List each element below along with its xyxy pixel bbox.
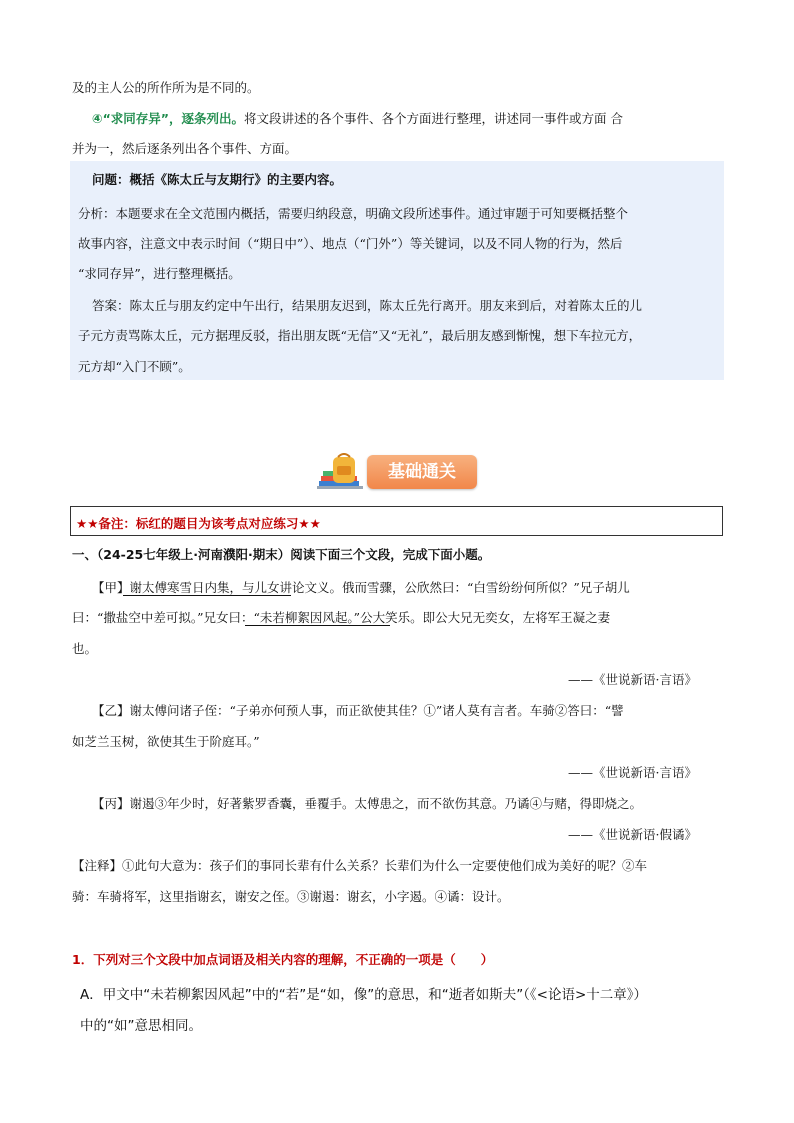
analysis-line-3: “求同存异”，进行整理概括。 — [78, 266, 241, 281]
yi-line-1: 【乙】谢太傅问诸子侄：“子弟亦何预人事，而正欲使其佳？①”诸人莫有言者。车骑②答曰：“譬 — [92, 703, 624, 718]
method-4 — [92, 109, 623, 127]
analysis-line-2: 故事内容，注意文中表示时间（“期日中”）、地点（“门外”）等关键词，以及不同人物的行为，然后 — [78, 236, 623, 251]
answer-line-2: 子元方责骂陈太丘，元方据理反驳，指出朋友既“无信”又“无礼”，最后朋友感到惭愧，想下车拉元方， — [78, 328, 642, 343]
jia-line-3: 也。 — [72, 641, 98, 656]
bing-line: 【丙】谢遏③年少时，好著紫罗香囊，垂覆手。太傅患之，而不欲伤其意。乃谲④与赌，得即烧之。 — [92, 796, 643, 811]
question-1-option-a-1: A．甲文中“未若柳絮因风起”中的“若”是“如，像”的意思，和“逝者如斯夫”（《<论语>十二章》） — [80, 987, 648, 1003]
question-1-option-a-2: 中的“如”意思相同。 — [80, 1018, 202, 1034]
method-4-text-1: 将文段讲述的各个事件、各个方面进行整理，讲述同一事件或方面 合 — [244, 111, 623, 126]
question-1-stem: 1．下列对三个文段中加点词语及相关内容的理解，不正确的一项是（ ） — [72, 952, 494, 967]
notes-line-2: 骑：车骑将军，这里指谢玄，谢安之侄。③谢遏：谢玄，小字遏。④谲：设计。 — [72, 889, 510, 904]
jia-underline-2 — [245, 625, 390, 626]
jia-line-2: 曰：“撒盐空中差可拟。”兄女曰：“未若柳絮因风起。”公大笑乐。即公大兄无奕女，左将军王凝之妻 — [72, 610, 611, 625]
paragraph-end: 及的主人公的所作所为是不同的。 — [72, 80, 260, 95]
answer-line-1: 答案：陈太丘与朋友约定中午出行，结果朋友迟到，陈太丘先行离开。朋友来到后，对着陈太丘的儿 — [92, 298, 643, 313]
example-question: 问题：概括《陈太丘与友期行》的主要内容。 — [92, 172, 343, 187]
note-text: ★★备注：标红的题目为该考点对应练习★★ — [76, 516, 321, 531]
jia-source: ——《世说新语·言语》 — [568, 672, 697, 687]
yi-source: ——《世说新语·言语》 — [568, 765, 697, 780]
yi-line-2: 如芝兰玉树，欲使其生于阶庭耳。” — [72, 734, 260, 749]
question-intro: 一、（24-25七年级上·河南濮阳·期末）阅读下面三个文段，完成下面小题。 — [72, 547, 491, 562]
notes-line-1: 【注释】①此句大意为：孩子们的事同长辈有什么关系？长辈们为什么一定要使他们成为美好的呢？②车 — [72, 858, 648, 873]
answer-line-3: 元方却“入门不顾”。 — [78, 359, 191, 374]
jia-line-1: 【甲】谢太傅寒雪日内集，与儿女讲论文义。俄而雪骤，公欣然曰：“白雪纷纷何所似？”兄子胡儿 — [92, 580, 630, 595]
school-bag-books-icon — [317, 453, 365, 491]
analysis-line-1: 分析：本题要求在全文范围内概括，需要归纳段意，明确文段所述事件。通过审题于可知要概括整个 — [78, 206, 629, 221]
jia-underline — [123, 595, 291, 596]
bing-source: ——《世说新语·假谲》 — [568, 827, 697, 842]
section-badge: 基础通关 — [367, 455, 477, 489]
method-4-text-2: 并为一，然后逐条列出各个事件、方面。 — [72, 141, 298, 156]
method-4-heading: ④“求同存异”，逐条列出。 — [92, 111, 245, 126]
